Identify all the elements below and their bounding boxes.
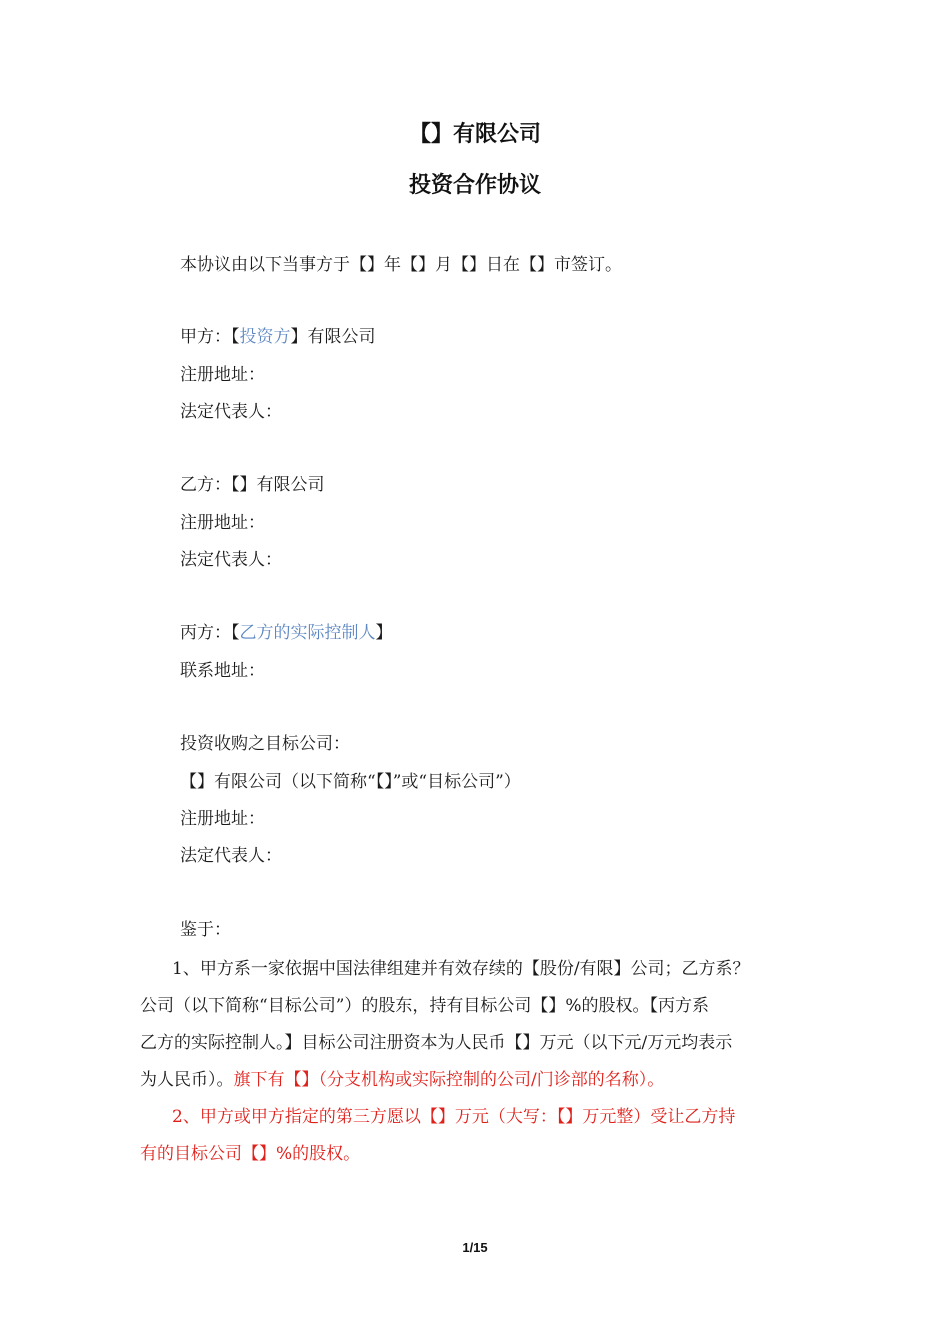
agreement-title: 投资合作协议 — [408, 173, 541, 198]
party-b-name: 乙方：【】有限公司 — [180, 475, 325, 495]
party-c-name — [180, 622, 393, 644]
intro-line: 本协议由以下当事方于【】年【】月【】日在【】市签订。 — [180, 255, 622, 275]
clause-2-row: 有的目标公司【】%的股权。 — [140, 1144, 361, 1164]
clause-2 — [140, 1099, 818, 1173]
clause-1-row4-text: 为人民币）。 — [140, 1070, 234, 1090]
page-number: 1/15 — [462, 1240, 488, 1255]
clause-1-row: 公司（以下简称“目标公司”）的股东，持有目标公司【】%的股权。【丙方系 — [140, 996, 710, 1016]
party-b-address: 注册地址： — [180, 513, 265, 533]
target-name: 【】有限公司（以下简称“【】”或“目标公司”） — [180, 772, 521, 792]
party-a-highlight: 投资方 — [239, 327, 291, 347]
party-a-prefix: 甲方：【 — [180, 327, 240, 347]
party-c-suffix: 】 — [375, 623, 393, 643]
target-heading: 投资收购之目标公司： — [180, 734, 350, 754]
party-a-representative: 法定代表人： — [180, 402, 282, 422]
party-a-name — [180, 326, 376, 348]
clause-1 — [140, 951, 818, 1099]
clause-1-row: 1、甲方系一家依据中国法律组建并有效存续的【股份/有限】公司；乙方系？ — [172, 959, 750, 979]
whereas-heading: 鉴于： — [180, 920, 231, 940]
clause-2-row: 2、甲方或甲方指定的第三方愿以【】万元（大写：【】万元整）受让乙方持 — [172, 1107, 736, 1127]
party-a-suffix: 】有限公司 — [290, 327, 376, 347]
party-b-representative: 法定代表人： — [180, 550, 282, 570]
target-address: 注册地址： — [180, 809, 265, 829]
clause-1-red-text: 旗下有【】（分支机构或实际控制的公司/门诊部的名称）。 — [233, 1070, 665, 1090]
party-c-address: 联系地址： — [180, 661, 265, 681]
party-c-prefix: 丙方：【 — [180, 623, 240, 643]
company-title: 【】有限公司 — [408, 122, 541, 147]
target-representative: 法定代表人： — [180, 846, 282, 866]
clause-1-row: 乙方的实际控制人。】目标公司注册资本为人民币【】万元（以下元/万元均表示 — [140, 1033, 733, 1053]
clause-1-row — [140, 1062, 818, 1099]
party-a-address: 注册地址： — [180, 365, 265, 385]
party-c-highlight: 乙方的实际控制人 — [239, 623, 376, 643]
